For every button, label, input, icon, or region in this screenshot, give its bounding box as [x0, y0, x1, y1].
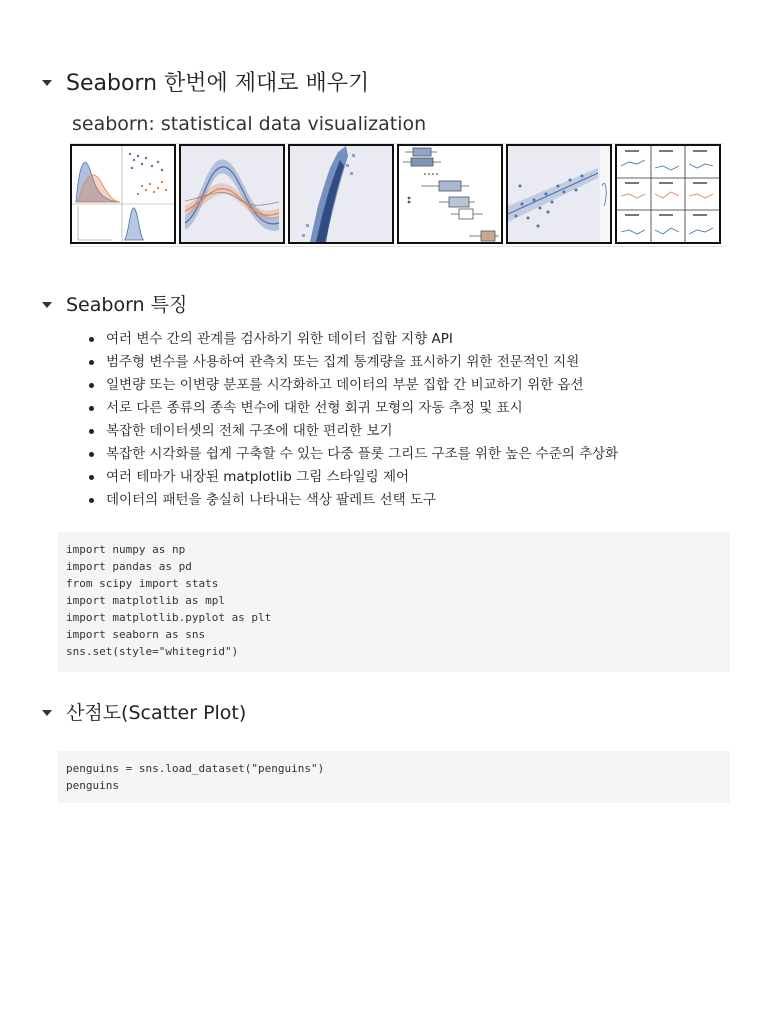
- code-line: from scipy import stats: [66, 577, 219, 590]
- thumbnail-boxplot[interactable]: [397, 144, 503, 244]
- section-title: 산점도(Scatter Plot): [66, 702, 247, 724]
- section-title: Seaborn 한번에 제대로 배우기: [66, 71, 370, 96]
- collapse-caret-icon[interactable]: [42, 80, 52, 86]
- list-item: 복잡한 시각화를 쉽게 구축할 수 있는 다중 플롯 그리드 구조를 위한 높은 수준의 추상화: [86, 443, 618, 466]
- thumbnail-gallery: [70, 143, 724, 247]
- thumbnail-regression[interactable]: [506, 144, 612, 244]
- code-line: import numpy as np: [66, 543, 186, 556]
- code-cell-imports[interactable]: [58, 532, 730, 672]
- list-item: 일변량 또는 이변량 분포를 시각화하고 데이터의 부분 집합 간 비교하기 위한 옵션: [86, 374, 618, 397]
- collapse-caret-icon[interactable]: [42, 302, 52, 308]
- section-header-scatter-plot: [42, 698, 246, 725]
- code-cell-load-penguins[interactable]: [58, 751, 730, 803]
- feature-list: [86, 328, 618, 512]
- code-line: penguins: [66, 779, 119, 792]
- code-line: import matplotlib as mpl: [66, 594, 225, 607]
- code-line: sns.set(style="whitegrid"): [66, 645, 239, 658]
- code-line: import seaborn as sns: [66, 628, 206, 641]
- code-line: import matplotlib.pyplot as plt: [66, 611, 272, 624]
- thumbnail-timeseries[interactable]: [179, 144, 285, 244]
- code-line: import pandas as pd: [66, 560, 192, 573]
- banner-title: seaborn: statistical data visualization: [72, 113, 427, 135]
- code-line: penguins = sns.load_dataset("penguins"): [66, 762, 325, 775]
- list-item: 복잡한 데이터셋의 전체 구조에 대한 편리한 보기: [86, 420, 618, 443]
- thumbnail-facet-grid[interactable]: [615, 144, 721, 244]
- thumbnail-joint-plot[interactable]: [70, 144, 176, 244]
- list-item: 여러 변수 간의 관계를 검사하기 위한 데이터 집합 지향 API: [86, 328, 618, 351]
- list-item: 여러 테마가 내장된 matplotlib 그림 스타일링 제어: [86, 466, 618, 489]
- section-title: Seaborn 특징: [66, 294, 188, 316]
- section-header-seaborn-intro: [42, 66, 369, 97]
- list-item: 범주형 변수를 사용하여 관측치 또는 집계 통계량을 표시하기 위한 전문적인 지원: [86, 351, 618, 374]
- list-item: 데이터의 패턴을 충실히 나타내는 색상 팔레트 선택 도구: [86, 489, 618, 512]
- thumbnail-hexbin[interactable]: [288, 144, 394, 244]
- collapse-caret-icon[interactable]: [42, 710, 52, 716]
- list-item: 서로 다른 종류의 종속 변수에 대한 선형 회귀 모형의 자동 추정 및 표시: [86, 397, 618, 420]
- section-header-seaborn-features: [42, 290, 187, 317]
